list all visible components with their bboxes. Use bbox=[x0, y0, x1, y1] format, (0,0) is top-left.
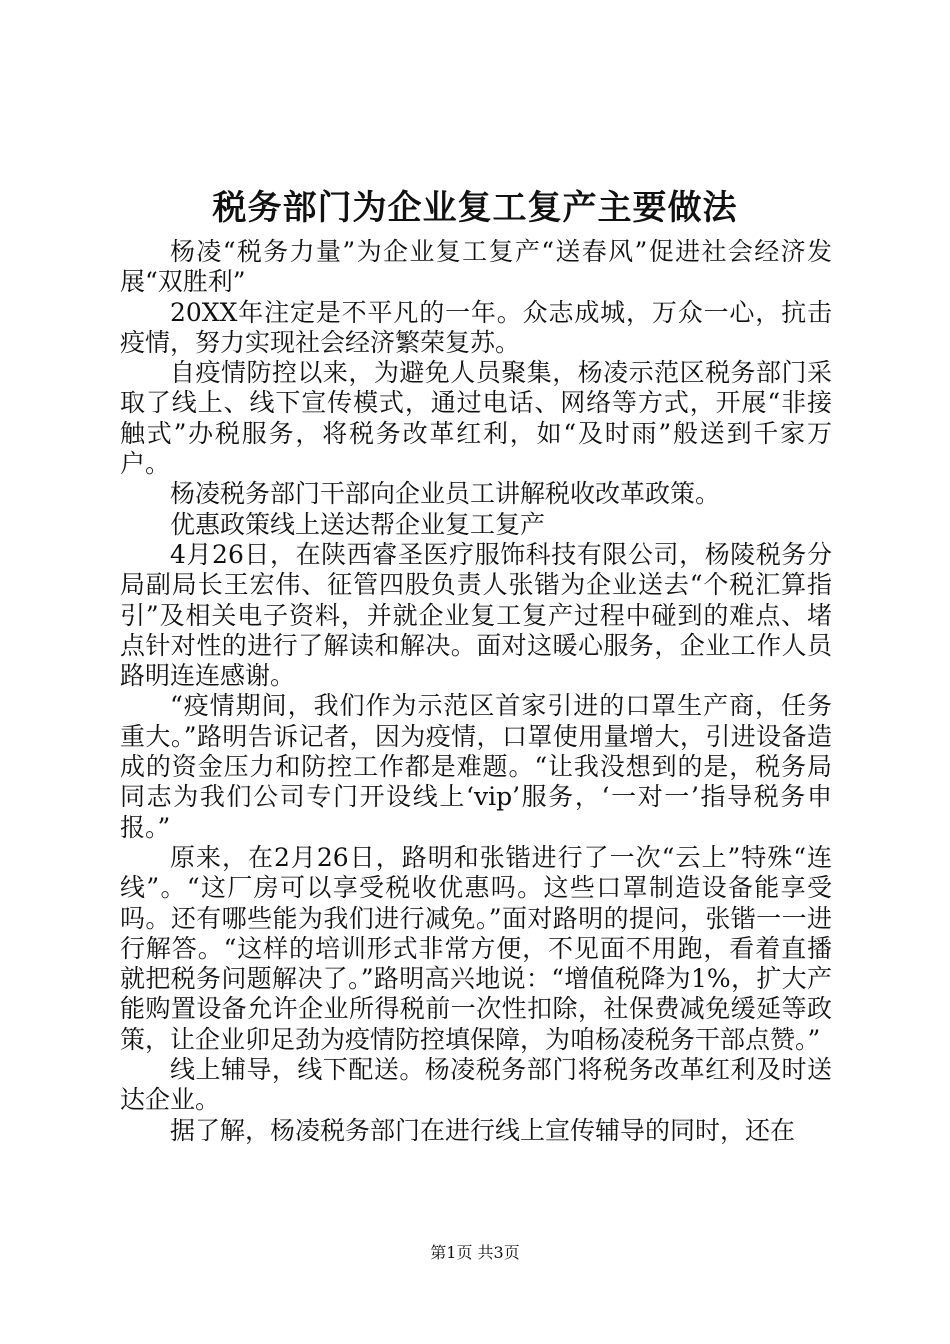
paragraph: 优惠政策线上送达帮企业复工复产 bbox=[170, 509, 546, 539]
paragraph: “疫情期间，我们作为示范区首家引进的口罩生产商，任务重大。”路明告诉记者，因为疫情，口罩使用量增大，引进设备造成的资金压力和防控工作都是难题。“让我没想到的是，税务局同志为我们公司专门开设线上‘vip’服务，‘一对一’指导税务申报。” bbox=[120, 691, 832, 842]
paragraph: 20XX年注定是不平凡的一年。众志成城，万众一心，抗击疫情，努力实现社会经济繁荣复苏。 bbox=[120, 297, 832, 357]
document-body bbox=[120, 237, 832, 1146]
paragraph: 据了解，杨凌税务部门在进行线上宣传辅导的同时，还在 bbox=[170, 1115, 796, 1145]
document-title: 税务部门为企业复工复产主要做法 bbox=[212, 188, 738, 228]
paragraph: 线上辅导，线下配送。杨凌税务部门将税务改革红利及时送达企业。 bbox=[120, 1055, 832, 1115]
paragraph: 4月26日，在陕西睿圣医疗服饰科技有限公司，杨陵税务分局副局长王宏伟、征管四股负责人张锴为企业送去“个税汇算指引”及相关电子资料，并就企业复工复产过程中碰到的难点、堵点针对性的进行了解读和解决。面对这暖心服务，企业工作人员路明连连感谢。 bbox=[120, 539, 832, 691]
paragraph: 杨凌税务部门干部向企业员工讲解税收改革政策。 bbox=[170, 479, 721, 509]
paragraph: 自疫情防控以来，为避免人员聚集，杨凌示范区税务部门采取了线上、线下宣传模式，通过电话、网络等方式，开展“非接触式”办税服务，将税务改革红利，如“及时雨”般送到千家万户。 bbox=[120, 358, 832, 479]
page-number-footer: 第1页 共3页 bbox=[430, 1243, 520, 1262]
paragraph: 原来，在2月26日，路明和张锴进行了一次“云上”特殊“连线”。“这厂房可以享受税收优惠吗。这些口罩制造设备能享受吗。还有哪些能为我们进行减免。”面对路明的提问，张锴一一进行解答。“这样的培训形式非常方便，不见面不用跑，看着直播就把税务问题解决了。”路明高兴地说：“增值税降为1%，扩大产能购置设备允许企业所得税前一次性扣除，社保费减免缓延等政策，让企业卯足劲为疫情防控填保障，为咱杨凌税务干部点赞。” bbox=[120, 842, 832, 1054]
paragraph: 杨凌“税务力量”为企业复工复产“送春风”促进社会经济发展“双胜利” bbox=[120, 237, 832, 297]
